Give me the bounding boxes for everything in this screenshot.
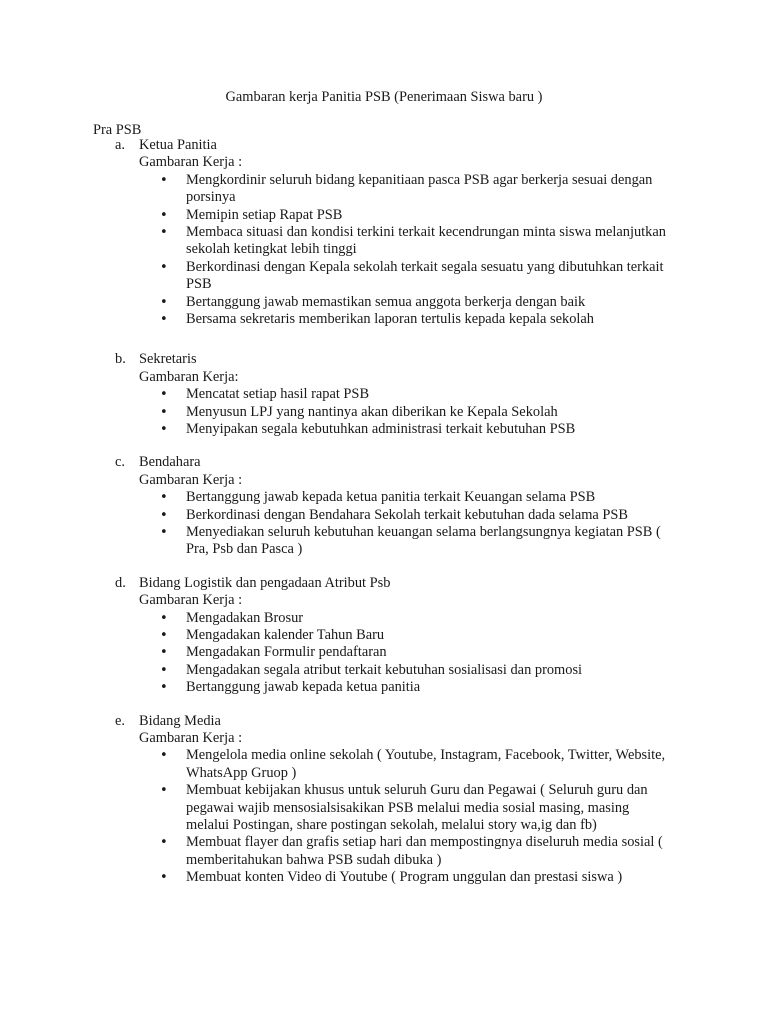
bullet-icon: • — [160, 172, 168, 188]
task-item — [0, 679, 671, 696]
task-item — [0, 644, 671, 661]
task-item — [0, 610, 671, 627]
task-item — [0, 507, 671, 524]
role-name: Bidang Media — [139, 712, 221, 729]
task-text: Mencatat setiap hasil rapat PSB — [186, 386, 370, 403]
section-spacer — [0, 559, 768, 575]
bullet-icon: • — [160, 783, 168, 799]
document-content — [0, 137, 768, 887]
task-text: Menyediakan seluruh kebutuhan keuangan selama berlangsungnya kegiatan PSB ( Pra, Psb dan Pasca ) — [186, 524, 661, 558]
task-item — [0, 627, 671, 644]
task-item — [0, 489, 671, 506]
task-text: Mengadakan Brosur — [186, 609, 304, 626]
task-list — [0, 489, 768, 559]
task-item — [0, 224, 671, 259]
task-item — [0, 662, 671, 679]
role-letter: b. — [115, 351, 126, 368]
task-text: Bertanggung jawab memastikan semua anggota berkerja dengan baik — [186, 293, 586, 310]
task-text: Memipin setiap Rapat PSB — [186, 206, 343, 223]
role-section — [0, 137, 768, 328]
role-subheading: Gambaran Kerja : — [139, 154, 243, 171]
role-heading — [0, 713, 768, 730]
role-name: Sekretaris — [139, 351, 197, 368]
role-letter: c. — [115, 454, 125, 471]
task-item — [0, 259, 671, 294]
role-heading — [0, 137, 768, 154]
role-subheading: Gambaran Kerja: — [139, 368, 239, 385]
task-text: Mengadakan Formulir pendaftaran — [186, 644, 387, 661]
task-item — [0, 207, 671, 224]
task-text: Mengadakan kalender Tahun Baru — [186, 627, 385, 644]
bullet-icon: • — [160, 680, 168, 696]
task-text: Berkordinasi dengan Bendahara Sekolah terkait kebutuhan dada selama PSB — [186, 506, 628, 523]
bullet-icon: • — [160, 387, 168, 403]
role-name: Bendahara — [139, 454, 201, 471]
bullet-icon: • — [160, 404, 168, 420]
role-subheading: Gambaran Kerja : — [139, 730, 243, 747]
bullet-icon: • — [160, 294, 168, 310]
role-letter: e. — [115, 712, 125, 729]
task-item — [0, 294, 671, 311]
bullet-icon: • — [160, 259, 168, 275]
section-title: Pra PSB — [93, 122, 142, 138]
bullet-icon: • — [160, 628, 168, 644]
task-text: Menyusun LPJ yang nantinya akan diberikan ke Kepala Sekolah — [186, 403, 558, 420]
task-item — [0, 421, 671, 438]
role-name: Bidang Logistik dan pengadaan Atribut Psb — [139, 574, 391, 591]
role-letter: a. — [115, 137, 125, 153]
task-item — [0, 524, 671, 559]
role-subheading: Gambaran Kerja : — [139, 592, 243, 609]
task-item — [0, 782, 671, 834]
role-section — [0, 575, 768, 697]
role-subheading: Gambaran Kerja : — [139, 471, 243, 488]
task-text: Bersama sekretaris memberikan laporan tertulis kepada kepala sekolah — [186, 311, 594, 328]
task-list — [0, 747, 768, 886]
section-spacer — [0, 328, 768, 351]
section-spacer — [0, 438, 768, 454]
task-text: Bertanggung jawab kepada ketua panitia — [186, 679, 421, 696]
task-text: Bertanggung jawab kepada ketua panitia terkait Keuangan selama PSB — [186, 489, 596, 506]
bullet-icon: • — [160, 507, 168, 523]
task-text: Mengelola media online sekolah ( Youtube, Instagram, Facebook, Twitter, Website, WhatsApp Gruop ) — [186, 747, 666, 781]
bullet-icon: • — [160, 645, 168, 661]
bullet-icon: • — [160, 525, 168, 541]
task-text: Mengkordinir seluruh bidang kepanitiaan pasca PSB agar berkerja sesuai dengan porsinya — [186, 171, 653, 206]
task-text: Membaca situasi dan kondisi terkini terkait kecendrungan minta siswa melanjutkan sekolah ketingkat lebih tinggi — [186, 224, 666, 258]
task-item — [0, 311, 671, 328]
role-heading — [0, 575, 768, 592]
task-text: Menyipakan segala kebutuhkan administrasi terkait kebutuhan PSB — [186, 421, 576, 438]
bullet-icon: • — [160, 490, 168, 506]
task-item — [0, 404, 671, 421]
role-heading — [0, 351, 768, 368]
task-item — [0, 869, 671, 886]
bullet-icon: • — [160, 748, 168, 764]
bullet-icon: • — [160, 835, 168, 851]
bullet-icon: • — [160, 662, 168, 678]
task-text: Berkordinasi dengan Kepala sekolah terkait segala sesuatu yang dibutuhkan terkait PSB — [186, 258, 664, 293]
bullet-icon: • — [160, 225, 168, 240]
bullet-icon: • — [160, 870, 168, 886]
role-heading — [0, 454, 768, 471]
role-name: Ketua Panitia — [139, 137, 217, 153]
bullet-icon: • — [160, 610, 168, 626]
section-spacer — [0, 697, 768, 713]
task-item — [0, 386, 671, 403]
task-item — [0, 834, 671, 869]
role-section — [0, 454, 768, 558]
task-text: Membuat kebijakan khusus untuk seluruh Guru dan Pegawai ( Seluruh guru dan pegawai wajib mensosialsisakikan PSB melalui media sosial masing, masing melalui Postingan, share postingan sekolah, melalui story wa,ig dan fb) — [186, 782, 648, 834]
task-item — [0, 747, 671, 782]
task-text: Membuat flayer dan grafis setiap hari dan mempostingnya diseluruh media sosial ( memberitahukan bahwa PSB sudah dibuka ) — [186, 834, 663, 868]
bullet-icon: • — [160, 207, 168, 223]
bullet-icon: • — [160, 312, 168, 328]
role-letter: d. — [115, 574, 126, 591]
task-list — [0, 172, 768, 329]
task-item — [0, 172, 671, 207]
bullet-icon: • — [160, 422, 168, 438]
role-section — [0, 351, 768, 438]
task-list — [0, 610, 768, 697]
task-text: Membuat konten Video di Youtube ( Program unggulan dan prestasi siswa ) — [186, 869, 623, 886]
task-list — [0, 386, 768, 438]
role-section — [0, 713, 768, 887]
document-title: Gambaran kerja Panitia PSB (Penerimaan Siswa baru ) — [225, 89, 543, 105]
task-text: Mengadakan segala atribut terkait kebutuhan sosialisasi dan promosi — [186, 661, 583, 678]
